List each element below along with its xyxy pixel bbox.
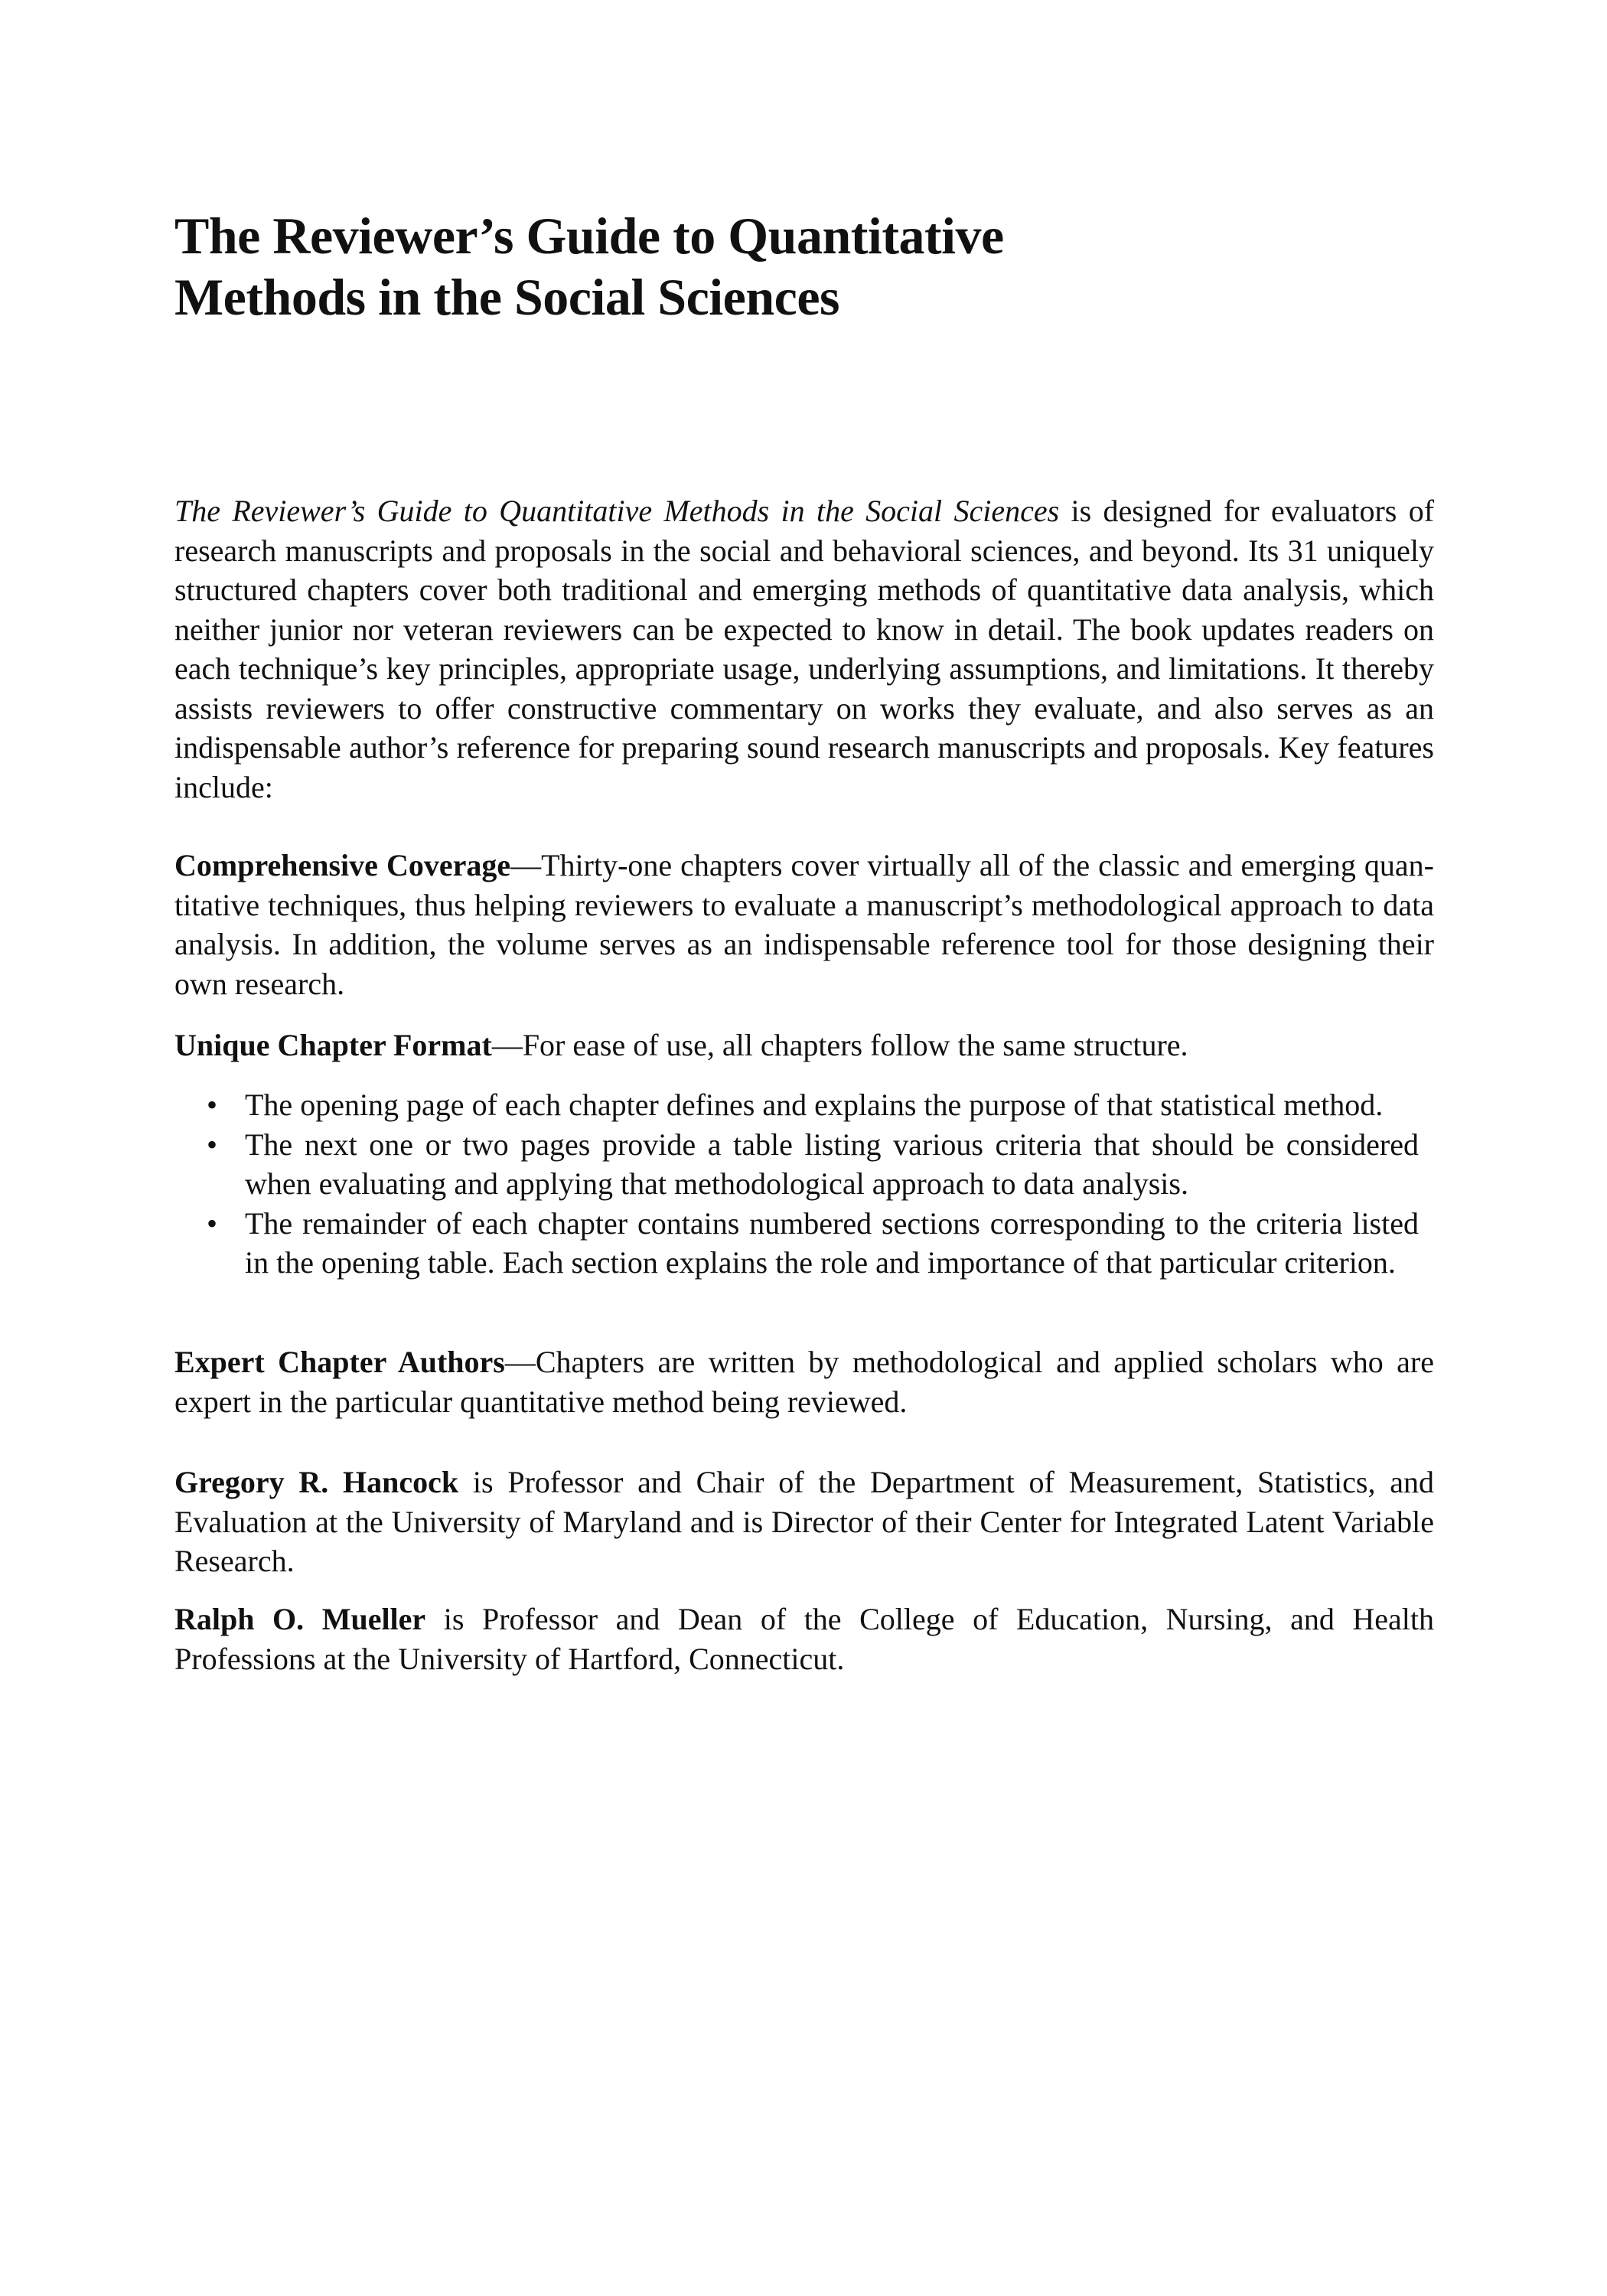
format-bullet-list xyxy=(174,1085,1434,1283)
author-bio-mueller xyxy=(174,1600,1434,1678)
feature-authors xyxy=(174,1342,1434,1421)
feature-format-text: —For ease of use, all chapters follow the same structure. xyxy=(491,1028,1188,1062)
feature-format-heading: Unique Chapter Format xyxy=(174,1028,492,1062)
feature-coverage-text: —Thirty-one chapters cover virtually all of the classic and emerging quan-titative techniques, thus helping reviewers to evaluate a manuscript’s methodological approach to data analysis. In addition, the volume serves as an indispensable reference tool for those designing their own research. xyxy=(174,848,1434,1001)
author-bio-hancock xyxy=(174,1463,1434,1581)
bullet-icon: • xyxy=(207,1127,218,1162)
intro-text: is designed for evaluators of research manuscripts and proposals in the social and behavioral sciences, and beyond. Its 31 uniquely structured chapters cover both traditional and emerging methods of quantitative data analysis, which neither junior nor veteran reviewers can be expected to know in detail. The book updates readers on each technique’s key principles, appropriate usage, underlying assumptions, and limitations. It thereby assists reviewers to offer constructive commentary on works they evaluate, and also serves as an indispensable author’s reference for preparing sound research manuscripts and proposals. Key features include: xyxy=(174,494,1435,804)
list-item-text: The remainder of each chapter contains numbered sections corresponding to the criteria listed in the opening table. Each section explains the role and importance of that particular criterion. xyxy=(245,1205,1419,1280)
list-item-text: The next one or two pages provide a table listing various criteria that should be considered when evaluating and applying that methodological approach to data analysis. xyxy=(245,1127,1419,1201)
list-item xyxy=(174,1125,1434,1204)
page-title xyxy=(174,205,1475,328)
feature-format xyxy=(174,1026,1434,1065)
intro-paragraph xyxy=(174,491,1434,807)
feature-coverage xyxy=(174,846,1434,1003)
list-item xyxy=(174,1085,1434,1125)
bullet-icon: • xyxy=(207,1205,218,1241)
author-name-hancock: Gregory R. Hancock xyxy=(174,1465,459,1499)
feature-authors-text: —Chapters are written by methodological and applied scholars who are expert in the particular quantitative method being reviewed. xyxy=(174,1345,1434,1419)
feature-authors-heading: Expert Chapter Authors xyxy=(174,1345,505,1379)
author-bio-hancock-text: is Professor and Chair of the Department of Measurement, Statistics, and Evaluation at the University of Maryland and is Director of their Center for Integrated Latent Variable Research. xyxy=(174,1465,1434,1578)
list-item-text: The opening page of each chapter defines and explains the purpose of that statistical method. xyxy=(245,1088,1384,1122)
intro-book-name: The Reviewer’s Guide to Quantitative Methods in the Social Sciences xyxy=(174,494,1060,528)
title-line-1: The Reviewer’s Guide to Quantitative xyxy=(174,207,1004,265)
author-bio-mueller-text: is Professor and Dean of the College of Education, Nursing, and Health Professions at the University of Hartford, Connecticut. xyxy=(174,1602,1434,1676)
title-line-2: Methods in the Social Sciences xyxy=(174,268,839,326)
bullet-icon: • xyxy=(207,1088,218,1122)
author-name-mueller: Ralph O. Mueller xyxy=(174,1602,426,1636)
list-item xyxy=(174,1204,1434,1283)
feature-coverage-heading: Comprehensive Coverage xyxy=(174,848,511,882)
